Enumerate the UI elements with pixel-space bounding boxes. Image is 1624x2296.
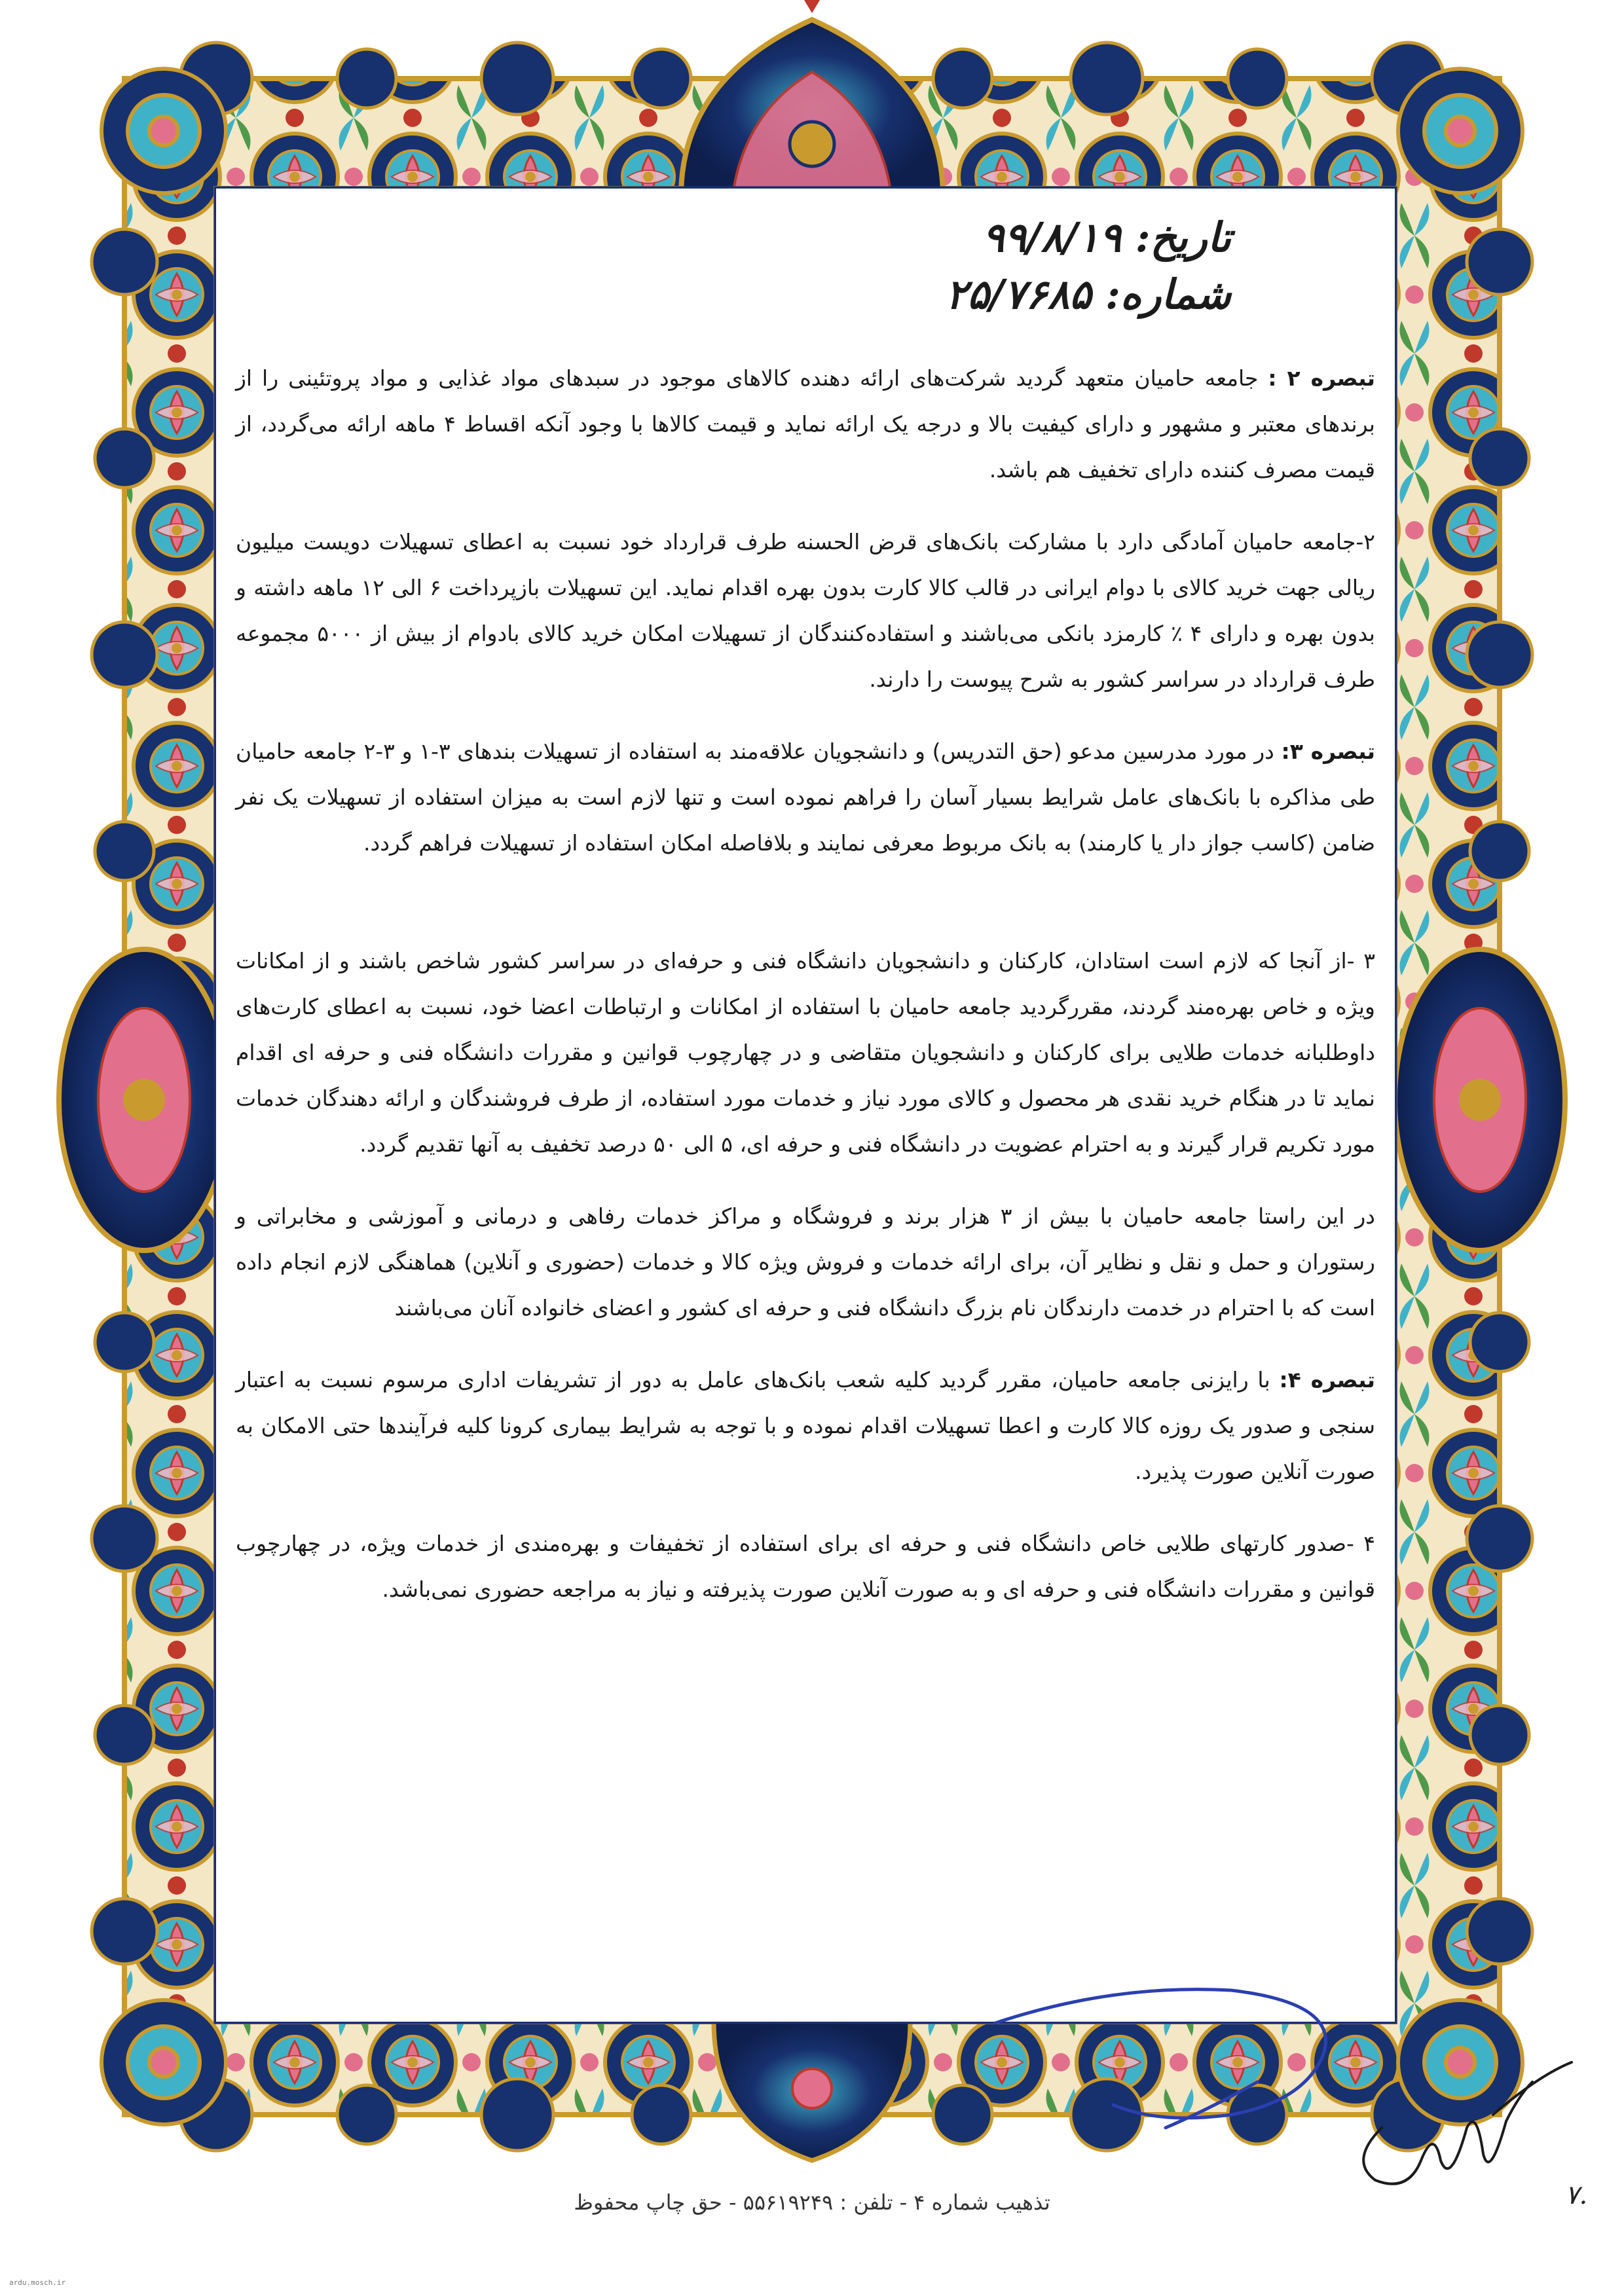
paragraph-text: با رایزنی جامعه حامیان، مقرر گردید کلیه شعب بانک‌های عامل به دور از تشریفات اداری مرسوم نسبت به اعتبار سنجی و صدور یک روزه کالا کارت و اعطا تسهیلات اقدام نموده و با توجه به شرایط بیماری کرونا کلیه فرآیندها حتی الامکان به صورت آنلاین صورت پذیرد. (236, 1367, 1375, 1484)
paragraph-text: جامعه حامیان متعهد گردید شرکت‌های ارائه دهنده کالاهای موجود در سبدهای مواد غذایی و مواد پروتئینی را از برندهای معتبر و مشهور و دارای کیفیت بالا و درجه یک ارائه نماید و قیمت کالاها با وجود آنکه اقساط ۴ ماهه ارائه می‌گردد، از قیمت مصرف کننده دارای تخفیف هم باشد. (236, 365, 1375, 483)
handwritten-date (982, 213, 1231, 261)
paragraph-note-2 (236, 355, 1375, 493)
paragraph-text: در این راستا جامعه حامیان با بیش از ۳ هزار برند و فروشگاه و مراکز خدمات رفاهی و درمانی و آموزشی و مخابراتی و رستوران و حمل و نقل و نظایر آن، برای ارائه خدمات و فروش ویژه کالا و خدمات (حضوری و آنلاین) هماهنگی لازم انجام داده است که با احترام در خدمت دارندگان نام بزرگ دانشگاه فنی و حرفه ای کشور و اعضای خانواده آنان می‌باشند (236, 1203, 1376, 1321)
paragraph-item-4 (236, 1521, 1375, 1613)
footer-imprint: تذهیب شماره ۴ - تلفن : ۵۵۶۱۹۲۴۹ - حق چاپ محفوظ (574, 2190, 1050, 2215)
paragraph-text: در مورد مدرسین مدعو (حق التدریس) و دانشجویان علاقه‌مند به استفاده از تسهیلات بندهای ۳-۱ و ۳-۲ جامعه حامیان طی مذاکره با بانک‌های عامل شرایط بسیار آسان را فراهم نموده است و تنها لازم است به میزان استفاده از تسهیلات یک نفر ضامن (کاسب جواز دار یا کارمند) به بانک مربوط معرفی نمایند و بلافاصله امکان استفاده از تسهیلات فراهم گردد. (236, 738, 1375, 856)
date-value: ۹۹/۸/۱۹ (982, 213, 1122, 261)
number-label: شماره: (1105, 270, 1231, 318)
date-label: تاریخ: (1135, 213, 1231, 261)
paragraph-item-3 (236, 938, 1375, 1167)
note-label: تبصره ۴: (1279, 1367, 1375, 1393)
letter-body (236, 355, 1375, 1639)
paragraph-text: ۳ -از آنجا که لازم است استادان، کارکنان و دانشجویان دانشگاه فنی و حرفه‌ای در سراسر کشور شاخص باشند و از امکانات ویژه و خاص بهره‌مند گردند، مقررگردید جامعه حامیان با استفاده از امکانات و ارتباطات اعضا خود، نسبت به اعطای کارت‌های داوطلبانه خدمات طلایی برای کارکنان و دانشجویان متقاضی و در چهارچوب قوانین و مقررات دانشگاه فنی و حرفه ای اقدام نماید تا در هنگام خرید نقدی هر محصول و کالای مورد نیاز و خدمات مورد استفاده، از طرف فروشندگان و ارائه دهندگان خدمات مورد تکریم قرار گیرند و به احترام عضویت در دانشگاه فنی و حرفه ای، ۵ الی ۵۰ درصد تخفیف به آنها تقدیم گردد. (236, 948, 1375, 1157)
corner-watermark: ardu.mosch.ir (9, 2278, 66, 2287)
paragraph-services (236, 1194, 1375, 1331)
note-label: تبصره ۲ : (1268, 365, 1375, 391)
paragraph-text: ۴ -صدور کارتهای طلایی خاص دانشگاه فنی و حرفه ای برای استفاده از تخفیفات و بهره‌مندی از خدمات ویژه، در چهارچوب قوانین و مقررات دانشگاه فنی و حرفه ای و به صورت آنلاین صورت پذیرفته و نیاز به مراجعه حضوری نمی‌باشد. (236, 1531, 1375, 1602)
letter-content-area (216, 189, 1395, 2022)
handwritten-number (946, 270, 1231, 318)
side-mark: ۷. (1565, 2180, 1588, 2210)
paragraph-item-2 (236, 519, 1375, 702)
note-label: تبصره ۳: (1281, 738, 1375, 764)
number-value: ۲۵/۷۶۸۵ (945, 270, 1092, 318)
paragraph-note-3 (236, 729, 1375, 866)
paragraph-text: ۲-جامعه حامیان آمادگی دارد با مشارکت بانک‌های قرض الحسنه طرف قرارداد خود نسبت به اعطای تسهیلات دویست میلیون ریالی جهت خرید کالای با دوام ایرانی در قالب کالا کارت بدون بهره اقدام نماید. این تسهیلات بازپرداخت ۶ الی ۱۲ ماهه داشته و بدون بهره و دارای ۴ ٪ کارمزد بانکی می‌باشند و استفاده‌کنندگان از تسهیلات امکان خرید کالای بادوام از بیش از ۵۰۰۰ مجموعه طرف قرارداد در سراسر کشور به شرح پیوست را دارند. (236, 529, 1376, 692)
paragraph-note-4 (236, 1357, 1375, 1495)
